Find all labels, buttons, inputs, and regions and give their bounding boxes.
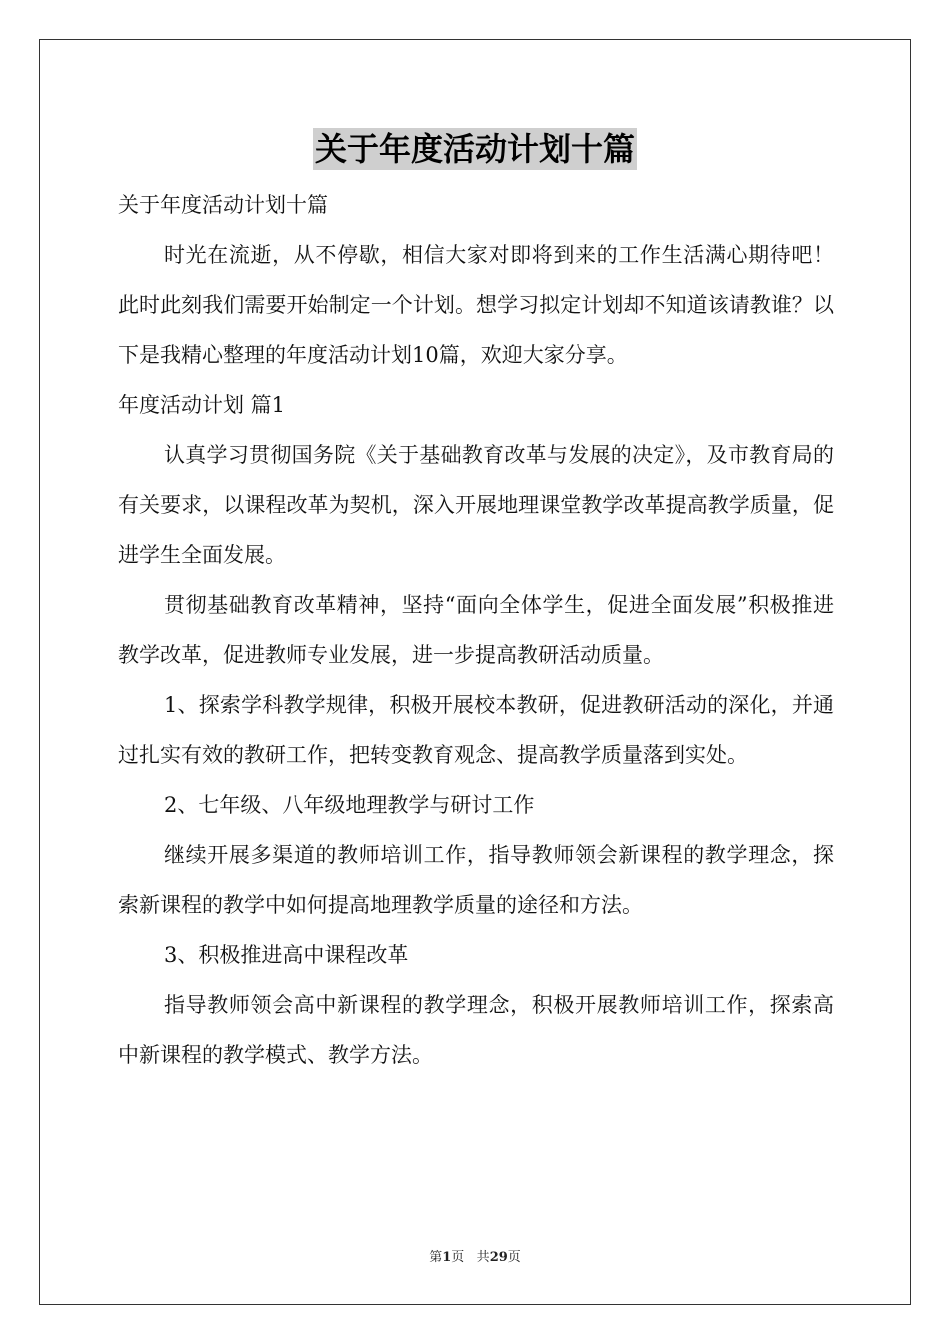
document-body bbox=[118, 180, 834, 1080]
document-title: 关于年度活动计划十篇 bbox=[314, 130, 635, 168]
paragraph: 3、积极推进高中课程改革 bbox=[164, 943, 409, 967]
page-current: 1 bbox=[442, 1250, 452, 1265]
page-suffix: 页 bbox=[451, 1250, 465, 1265]
paragraph: 时光在流逝，从不停歇，相信大家对即将到来的工作生活满心期待吧！此时此刻我们需要开始制定一个计划。想学习拟定计划却不知道该请教谁？以下是我精心整理的年度活动计划10篇，欢迎大家分享。 bbox=[118, 243, 834, 367]
paragraph: 指导教师领会高中新课程的教学理念，积极开展教师培训工作，探索高中新课程的教学模式、教学方法。 bbox=[118, 993, 834, 1067]
paragraph: 继续开展多渠道的教师培训工作，指导教师领会新课程的教学理念，探索新课程的教学中如何提高地理教学质量的途径和方法。 bbox=[118, 843, 834, 917]
paragraph: 认真学习贯彻国务院《关于基础教育改革与发展的决定》，及市教育局的有关要求，以课程改革为契机，深入开展地理课堂教学改革提高教学质量，促进学生全面发展。 bbox=[118, 443, 834, 567]
paragraph: 贯彻基础教育改革精神，坚持“面向全体学生，促进全面发展”积极推进教学改革，促进教师专业发展，进一步提高教研活动质量。 bbox=[118, 593, 834, 667]
page-footer bbox=[0, 1246, 950, 1265]
paragraph: 1、探索学科教学规律，积极开展校本教研，促进教研活动的深化，并通过扎实有效的教研工作，把转变教育观念、提高教学质量落到实处。 bbox=[118, 693, 834, 767]
paragraph: 2、七年级、八年级地理教学与研讨工作 bbox=[164, 793, 535, 817]
title-container bbox=[0, 128, 950, 170]
total-suffix: 页 bbox=[507, 1250, 521, 1265]
page-prefix: 第 bbox=[429, 1250, 443, 1265]
total-prefix: 共 bbox=[476, 1250, 490, 1265]
paragraph: 关于年度活动计划十篇 bbox=[118, 193, 328, 217]
section-heading: 年度活动计划 篇1 bbox=[118, 393, 286, 417]
page-total: 29 bbox=[489, 1250, 508, 1265]
